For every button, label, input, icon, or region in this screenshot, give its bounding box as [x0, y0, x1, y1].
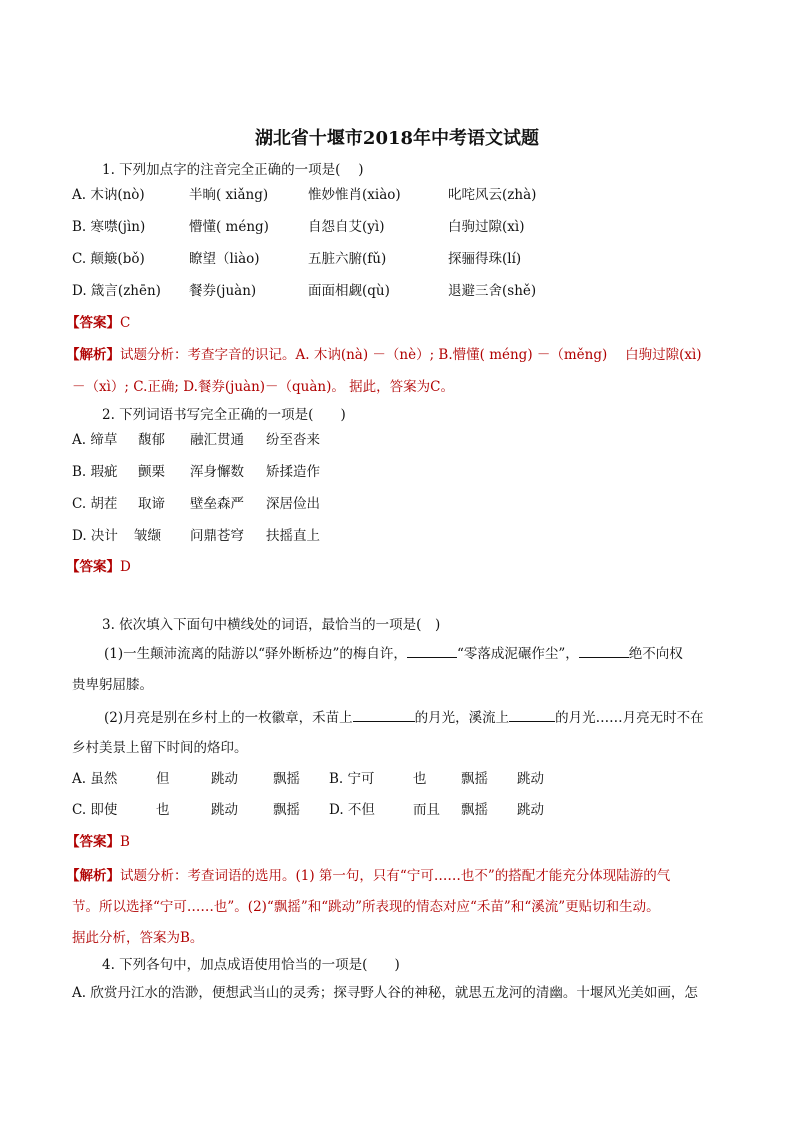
q3-option-b-2: 也 [413, 771, 427, 787]
q2-answer [66, 557, 131, 577]
q3-analysis-line-3: 据此分析，答案为B。 [72, 930, 204, 946]
q3-option-d-2: 而且 [413, 802, 440, 818]
q1-option-a-3: 惟妙惟肖(xiào) [308, 187, 401, 203]
q2-option-c-3: 壁垒森严 [190, 496, 244, 512]
q1-option-d-4: 退避三舍(shě) [448, 283, 537, 299]
q1-option-row-a [72, 185, 752, 205]
q3-s2-part-b: 的月光，溪流上 [414, 710, 510, 726]
q2-option-row-b [72, 462, 752, 482]
q3-stem: 3. 依次填入下面句中横线处的词语，最恰当的一项是( ) [102, 617, 441, 633]
analysis-tag: 【解析】 [66, 347, 120, 363]
answer-tag: 【答案】 [66, 315, 120, 331]
q1-option-c-1: C. 颠簸(bǒ) [72, 251, 145, 267]
q3-option-b-4: 跳动 [517, 771, 544, 787]
q3-option-c-2: 也 [156, 802, 170, 818]
q2-option-d-2: 皱缬 [134, 528, 161, 544]
q3-option-b-label: B. 宁可 [329, 771, 375, 787]
q3-option-a-2: 但 [156, 771, 170, 787]
q1-option-d-3: 面面相觑(qù) [308, 283, 390, 299]
q1-option-c-2: 瞭望（liào) [189, 251, 260, 267]
q1-option-b-2: 懵懂( méng) [189, 219, 269, 235]
q2-option-a-1: A. 缔草 [72, 432, 118, 448]
analysis-tag: 【解析】 [66, 868, 120, 884]
q1-option-a-1: A. 木讷(nò) [72, 187, 145, 203]
q2-option-row-c [72, 494, 752, 514]
q1-analysis-line-1 [66, 345, 702, 365]
q1-option-row-d [72, 281, 752, 301]
answer-value: C [120, 315, 131, 331]
fill-blank-3 [353, 707, 415, 722]
q1-option-c-4: 探骊得珠(lí) [448, 251, 522, 267]
q1-option-row-b [72, 217, 752, 237]
q1-option-row-c [72, 249, 752, 269]
answer-value: B [120, 834, 130, 850]
answer-value: D [120, 559, 131, 575]
q2-option-d-3: 问鼎苍穹 [190, 528, 244, 544]
q3-option-c-label: C. 即使 [72, 802, 118, 818]
q1-option-b-1: B. 寒噤(jìn) [72, 219, 146, 235]
q3-s1-part-b: “零落成泥碾作尘”， [456, 646, 579, 662]
q3-option-a-3: 跳动 [211, 771, 238, 787]
q2-option-b-2: 颤栗 [138, 464, 165, 480]
q3-sentence-1-cont: 贵卑躬屈膝。 [72, 677, 153, 693]
answer-tag: 【答案】 [66, 834, 120, 850]
q2-option-c-1: C. 胡茬 [72, 496, 118, 512]
q3-option-c-4: 飘摇 [273, 802, 300, 818]
q1-option-b-4: 白驹过隙(xì) [448, 219, 525, 235]
q3-analysis-line-2: 节。所以选择“宁可……也”。(2)“飘摇”和“跳动”所表现的情态对应“禾苗”和“溪流”更贴切和生动。 [72, 899, 660, 915]
q1-option-d-2: 餐券(juàn) [189, 283, 257, 299]
q1-option-b-3: 自怨自艾(yì) [308, 219, 385, 235]
q3-option-a-label: A. 虽然 [72, 771, 118, 787]
q1-option-d-1: D. 箴言(zhēn) [72, 283, 161, 299]
q3-analysis-line-1 [66, 866, 670, 886]
q1-option-a-4: 叱咤风云(zhà) [448, 187, 537, 203]
analysis-text: 试题分析：考查字音的识记。A. 木讷(nà) －（nè）; B.懵懂( méng) －（měng) 白驹过隙(xì) [120, 347, 702, 363]
q2-option-b-3: 浑身懈数 [190, 464, 244, 480]
q2-option-a-2: 馥郁 [138, 432, 165, 448]
q2-option-row-a [72, 430, 752, 450]
fill-blank-1 [407, 643, 457, 658]
answer-tag: 【答案】 [66, 559, 120, 575]
q1-answer [66, 313, 130, 333]
q2-option-a-3: 融汇贯通 [190, 432, 244, 448]
q3-option-d-label: D. 不但 [329, 802, 375, 818]
analysis-text: 试题分析：考查词语的选用。(1) 第一句，只有“宁可……也不”的搭配才能充分体现陆游的气 [120, 868, 671, 884]
q2-option-c-4: 深居俭出 [266, 496, 320, 512]
fill-blank-4 [509, 707, 555, 722]
q1-stem: 1. 下列加点字的注音完全正确的一项是( ) [102, 162, 364, 178]
q3-option-b-3: 飘摇 [461, 771, 488, 787]
q3-s2-part-a: (2)月亮是别在乡村上的一枚徽章，禾苗上 [104, 710, 353, 726]
q3-option-row-2 [72, 800, 752, 820]
q2-option-row-d [72, 526, 752, 546]
q3-option-c-3: 跳动 [211, 802, 238, 818]
q2-option-d-4: 扶摇直上 [266, 528, 320, 544]
q3-option-row-1 [72, 769, 752, 789]
q3-s2-part-c: 的月光……月亮无时不在 [555, 710, 704, 726]
q3-option-a-4: 飘摇 [273, 771, 300, 787]
q3-sentence-2-cont: 乡村美景上留下时间的烙印。 [72, 740, 248, 756]
q3-answer [66, 832, 130, 852]
q4-stem: 4. 下列各句中，加点成语使用恰当的一项是( ) [102, 957, 400, 973]
q3-s1-part-c: 绝不向权 [628, 646, 683, 662]
q3-option-d-4: 跳动 [517, 802, 544, 818]
q3-s1-part-a: (1)一生颠沛流离的陆游以“驿外断桥边”的梅自许， [104, 646, 407, 662]
q4-option-a: A. 欣赏丹江水的浩渺，便想武当山的灵秀；探寻野人谷的神秘，就思五龙河的清幽。十堰风光美如画，怎 [72, 985, 698, 1001]
page-title: 湖北省十堰市2018年中考语文试题 [254, 128, 540, 149]
q2-option-d-1: D. 决计 [72, 528, 118, 544]
q2-option-b-1: B. 瑕疵 [72, 464, 118, 480]
q1-option-c-3: 五脏六腑(fǔ) [308, 251, 387, 267]
q3-option-d-3: 飘摇 [461, 802, 488, 818]
q2-option-a-4: 纷至沓来 [266, 432, 320, 448]
q2-option-c-2: 取谛 [138, 496, 165, 512]
q3-sentence-1 [104, 643, 683, 664]
fill-blank-2 [579, 643, 629, 658]
q1-analysis-line-2: －（xì）; C.正确; D.餐券(juàn)－（quàn)。 据此，答案为C。 [72, 379, 455, 395]
q2-option-b-4: 矫揉造作 [266, 464, 320, 480]
q1-option-a-2: 半晌( xiǎng) [189, 187, 269, 203]
q2-stem: 2. 下列词语书写完全正确的一项是( ) [102, 407, 346, 423]
q3-sentence-2 [104, 707, 704, 728]
